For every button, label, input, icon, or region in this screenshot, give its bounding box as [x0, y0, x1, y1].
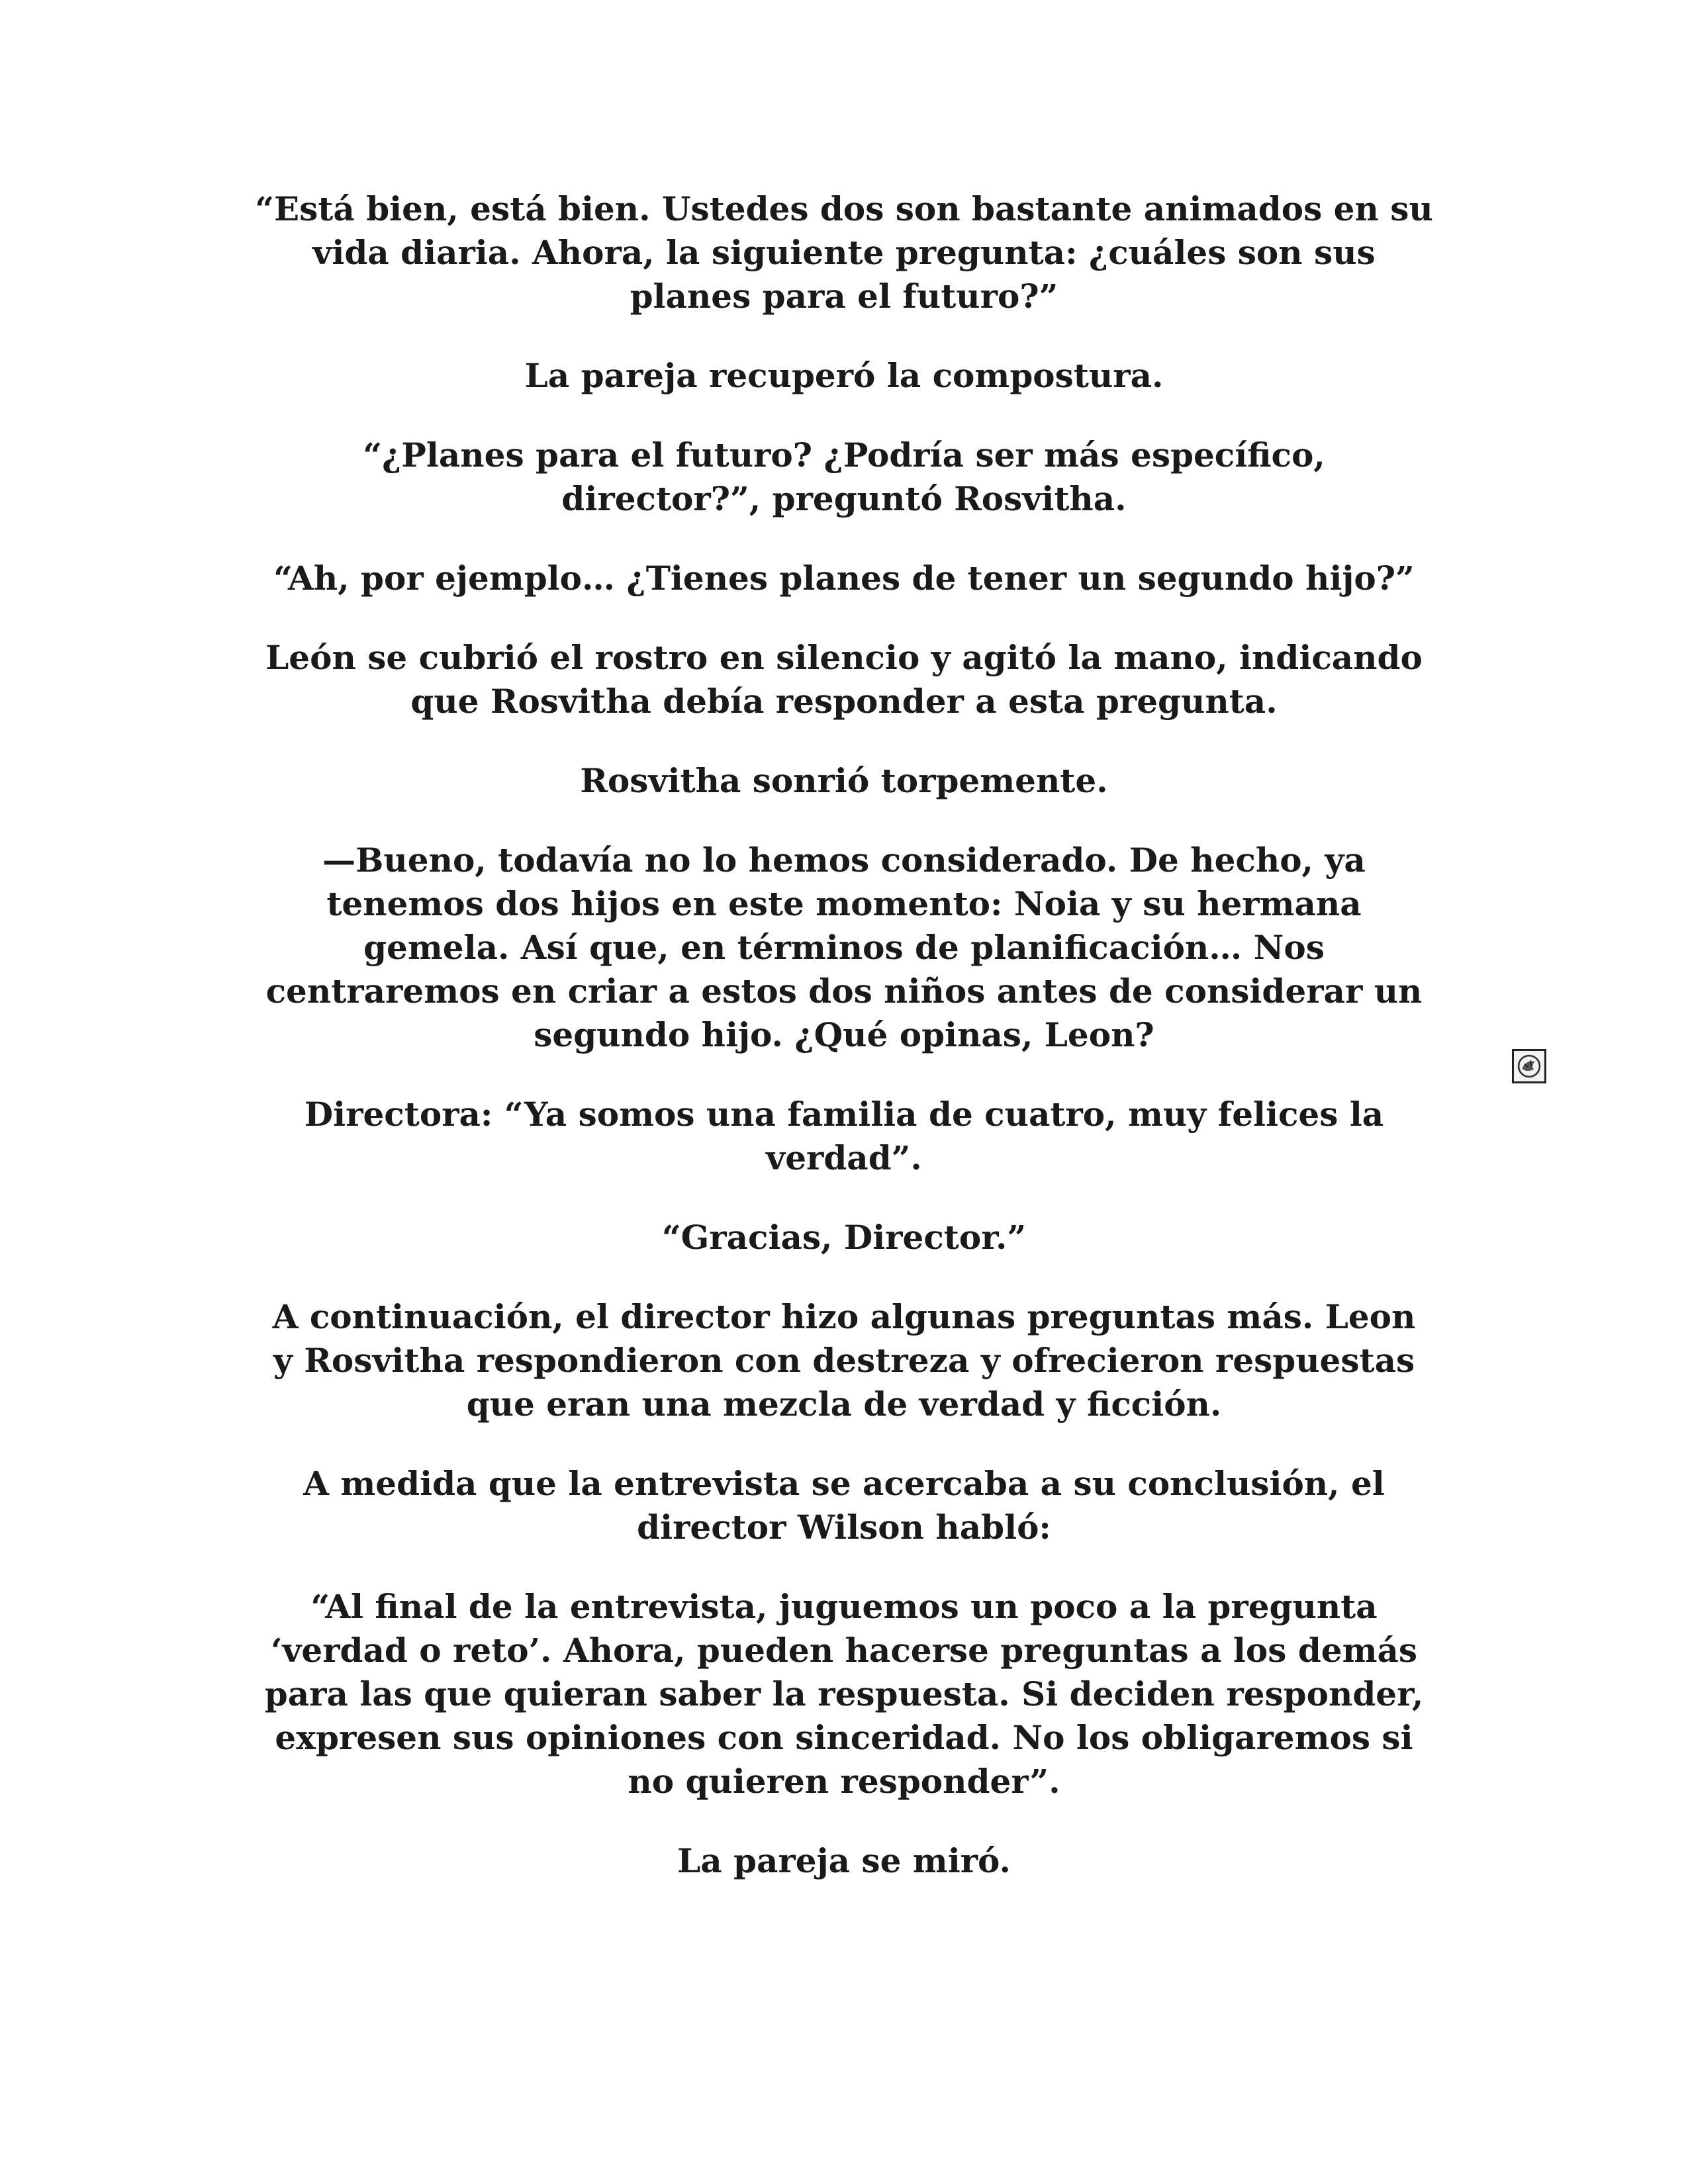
paragraph: [218, 839, 1470, 1057]
text-line: director?”, preguntó Rosvitha.: [561, 479, 1127, 518]
paragraph: [218, 1585, 1470, 1803]
text-line: La pareja se miró.: [677, 1841, 1011, 1880]
paragraph: [218, 759, 1470, 803]
watermark-logo-icon: [1512, 1049, 1546, 1083]
text-line: Directora: “Ya somos una familia de cuatro, muy felices la: [304, 1095, 1384, 1134]
paragraph: [218, 1216, 1470, 1259]
paragraph: [218, 557, 1470, 600]
text-line: y Rosvitha respondieron con destreza y ofrecieron respuestas: [273, 1341, 1415, 1380]
text-line: no quieren responder”.: [628, 1762, 1060, 1801]
paragraph: [218, 354, 1470, 398]
text-line: “Está bien, está bien. Ustedes dos son bastante animados en su: [255, 189, 1433, 228]
text-line: A medida que la entrevista se acercaba a su conclusión, el: [303, 1464, 1385, 1503]
text-line: —Bueno, todavía no lo hemos considerado. De hecho, ya: [322, 841, 1366, 880]
paragraph: [218, 1839, 1470, 1883]
text-line: director Wilson habló:: [637, 1508, 1051, 1547]
paragraph: [218, 1295, 1470, 1426]
text-line: tenemos dos hijos en este momento: Noia y su hermana: [326, 884, 1362, 923]
paragraph: [218, 636, 1470, 723]
text-line: que eran una mezcla de verdad y ficción.: [466, 1385, 1222, 1424]
text-line: León se cubrió el rostro en silencio y agitó la mano, indicando: [265, 638, 1423, 677]
paragraph: [218, 1093, 1470, 1180]
text-line: “¿Planes para el futuro? ¿Podría ser más específico,: [363, 435, 1325, 475]
text-line: Rosvitha sonrió torpemente.: [580, 761, 1108, 800]
text-line: “Gracias, Director.”: [661, 1218, 1027, 1257]
text-line: planes para el futuro?”: [630, 277, 1058, 316]
paragraph: [218, 433, 1470, 521]
document-body: [218, 187, 1470, 1883]
text-line: ‘verdad o reto’. Ahora, pueden hacerse preguntas a los demás: [270, 1631, 1418, 1670]
text-line: La pareja recuperó la compostura.: [524, 356, 1164, 395]
text-line: expresen sus opiniones con sinceridad. No los obligaremos si: [275, 1718, 1413, 1757]
text-line: “Al final de la entrevista, juguemos un poco a la pregunta: [310, 1587, 1378, 1626]
text-line: centraremos en criar a estos dos niños antes de considerar un: [265, 972, 1423, 1011]
paragraph: [218, 187, 1470, 318]
text-line: que Rosvitha debía responder a esta pregunta.: [410, 682, 1278, 721]
text-line: verdad”.: [766, 1138, 922, 1177]
text-line: “Ah, por ejemplo… ¿Tienes planes de tener un segundo hijo?”: [273, 559, 1415, 598]
text-line: gemela. Así que, en términos de planificación… Nos: [363, 928, 1325, 967]
text-line: A continuación, el director hizo algunas preguntas más. Leon: [272, 1297, 1416, 1336]
paragraph: [218, 1462, 1470, 1549]
text-line: para las que quieran saber la respuesta. Si deciden responder,: [264, 1674, 1424, 1713]
text-line: vida diaria. Ahora, la siguiente pregunta: ¿cuáles son sus: [312, 233, 1376, 272]
text-line: segundo hijo. ¿Qué opinas, Leon?: [534, 1015, 1154, 1054]
